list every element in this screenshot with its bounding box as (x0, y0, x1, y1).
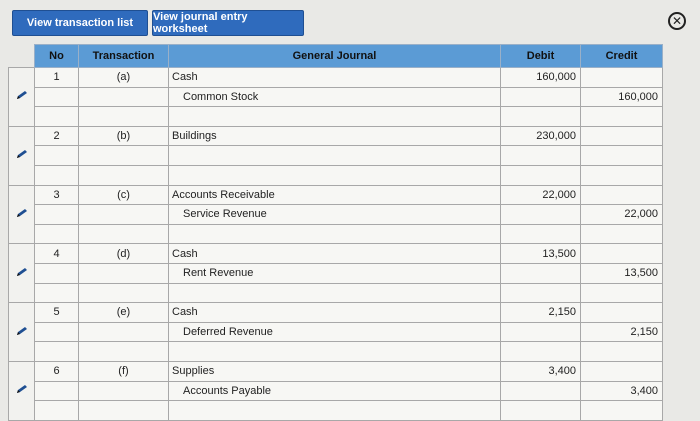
table-row (9, 342, 663, 362)
credit-cell[interactable] (581, 185, 663, 205)
transaction-cell: (c) (79, 185, 169, 205)
account-cell[interactable]: Cash (169, 303, 501, 323)
entry-number-cell (35, 401, 79, 421)
credit-cell[interactable] (581, 68, 663, 88)
transaction-cell (79, 401, 169, 421)
table-row (9, 126, 663, 146)
pencil-icon (15, 326, 29, 336)
transaction-cell: (a) (79, 68, 169, 88)
account-cell[interactable] (169, 401, 501, 421)
table-row (9, 68, 663, 88)
transaction-cell: (e) (79, 303, 169, 323)
transaction-cell (79, 381, 169, 401)
debit-cell[interactable]: 2,150 (501, 303, 581, 323)
entry-number-cell (35, 165, 79, 185)
general-journal-header: General Journal (169, 45, 501, 68)
credit-cell[interactable] (581, 303, 663, 323)
account-cell[interactable]: Deferred Revenue (169, 322, 501, 342)
edit-entry-button[interactable] (9, 244, 35, 303)
debit-cell[interactable]: 22,000 (501, 185, 581, 205)
credit-cell[interactable]: 2,150 (581, 322, 663, 342)
credit-cell[interactable] (581, 283, 663, 303)
table-row (9, 283, 663, 303)
transaction-cell (79, 342, 169, 362)
debit-cell[interactable]: 160,000 (501, 68, 581, 88)
account-cell[interactable]: Buildings (169, 126, 501, 146)
debit-cell[interactable] (501, 224, 581, 244)
transaction-cell: (d) (79, 244, 169, 264)
debit-header: Debit (501, 45, 581, 68)
transaction-cell (79, 205, 169, 225)
transaction-cell: (b) (79, 126, 169, 146)
table-row (9, 205, 663, 225)
journal-body (9, 68, 663, 421)
account-cell[interactable]: Accounts Receivable (169, 185, 501, 205)
credit-cell[interactable] (581, 224, 663, 244)
credit-cell[interactable] (581, 126, 663, 146)
no-header: No (35, 45, 79, 68)
credit-cell[interactable] (581, 146, 663, 166)
account-cell[interactable]: Cash (169, 244, 501, 264)
table-row (9, 361, 663, 381)
account-cell[interactable] (169, 342, 501, 362)
account-cell[interactable]: Supplies (169, 361, 501, 381)
edit-entry-button[interactable] (9, 303, 35, 362)
table-row (9, 185, 663, 205)
table-row (9, 87, 663, 107)
transaction-cell (79, 283, 169, 303)
edit-entry-button[interactable] (9, 361, 35, 420)
entry-number-cell (35, 322, 79, 342)
account-cell[interactable] (169, 146, 501, 166)
account-cell[interactable]: Service Revenue (169, 205, 501, 225)
account-cell[interactable]: Common Stock (169, 87, 501, 107)
entry-number-cell (35, 381, 79, 401)
table-row (9, 165, 663, 185)
account-cell[interactable] (169, 283, 501, 303)
account-cell[interactable] (169, 165, 501, 185)
debit-cell[interactable] (501, 342, 581, 362)
close-icon[interactable]: ✕ (668, 12, 686, 30)
credit-cell[interactable]: 160,000 (581, 87, 663, 107)
transaction-cell (79, 146, 169, 166)
entry-number-cell (35, 205, 79, 225)
debit-cell[interactable] (501, 87, 581, 107)
table-row (9, 244, 663, 264)
credit-header: Credit (581, 45, 663, 68)
transaction-cell (79, 322, 169, 342)
table-row (9, 303, 663, 323)
entry-number-cell: 1 (35, 68, 79, 88)
table-row (9, 381, 663, 401)
pencil-icon (15, 267, 29, 277)
table-row (9, 401, 663, 421)
debit-cell[interactable]: 3,400 (501, 361, 581, 381)
credit-cell[interactable] (581, 244, 663, 264)
entry-number-cell (35, 283, 79, 303)
edit-column-header (9, 45, 35, 68)
account-cell[interactable]: Cash (169, 68, 501, 88)
transaction-cell (79, 107, 169, 127)
entry-number-cell: 2 (35, 126, 79, 146)
debit-cell[interactable] (501, 381, 581, 401)
credit-cell[interactable] (581, 107, 663, 127)
pencil-icon (15, 208, 29, 218)
table-row (9, 224, 663, 244)
entry-number-cell: 3 (35, 185, 79, 205)
credit-cell[interactable]: 13,500 (581, 263, 663, 283)
entry-number-cell (35, 263, 79, 283)
account-cell[interactable] (169, 224, 501, 244)
table-row (9, 146, 663, 166)
edit-entry-button[interactable] (9, 126, 35, 185)
debit-cell[interactable]: 13,500 (501, 244, 581, 264)
entry-number-cell (35, 224, 79, 244)
entry-number-cell (35, 107, 79, 127)
entry-number-cell (35, 87, 79, 107)
credit-cell[interactable]: 3,400 (581, 381, 663, 401)
edit-entry-button[interactable] (9, 68, 35, 127)
credit-cell[interactable] (581, 342, 663, 362)
entry-number-cell (35, 146, 79, 166)
transaction-cell (79, 263, 169, 283)
journal-table (8, 44, 663, 421)
account-cell[interactable]: Accounts Payable (169, 381, 501, 401)
debit-cell[interactable] (501, 205, 581, 225)
transaction-cell: (f) (79, 361, 169, 381)
credit-cell[interactable] (581, 361, 663, 381)
transaction-cell (79, 87, 169, 107)
pencil-icon (15, 384, 29, 394)
edit-entry-button[interactable] (9, 185, 35, 244)
pencil-icon (15, 149, 29, 159)
entry-number-cell: 6 (35, 361, 79, 381)
debit-cell[interactable] (501, 401, 581, 421)
transaction-cell (79, 165, 169, 185)
pencil-icon (15, 90, 29, 100)
entry-number-cell (35, 342, 79, 362)
account-cell[interactable]: Rent Revenue (169, 263, 501, 283)
debit-cell[interactable] (501, 107, 581, 127)
view-transaction-list-button[interactable]: View transaction list (12, 10, 148, 36)
table-row (9, 107, 663, 127)
credit-cell[interactable] (581, 401, 663, 421)
header-row (9, 45, 663, 68)
account-cell[interactable] (169, 107, 501, 127)
entry-number-cell: 5 (35, 303, 79, 323)
transaction-cell (79, 224, 169, 244)
debit-cell[interactable] (501, 165, 581, 185)
view-journal-worksheet-button[interactable]: View journal entry worksheet (152, 10, 304, 36)
credit-cell[interactable] (581, 165, 663, 185)
entry-number-cell: 4 (35, 244, 79, 264)
debit-cell[interactable]: 230,000 (501, 126, 581, 146)
credit-cell[interactable]: 22,000 (581, 205, 663, 225)
debit-cell[interactable] (501, 146, 581, 166)
table-row (9, 263, 663, 283)
debit-cell[interactable] (501, 263, 581, 283)
debit-cell[interactable] (501, 322, 581, 342)
transaction-header: Transaction (79, 45, 169, 68)
table-row (9, 322, 663, 342)
toolbar (0, 0, 700, 44)
debit-cell[interactable] (501, 283, 581, 303)
